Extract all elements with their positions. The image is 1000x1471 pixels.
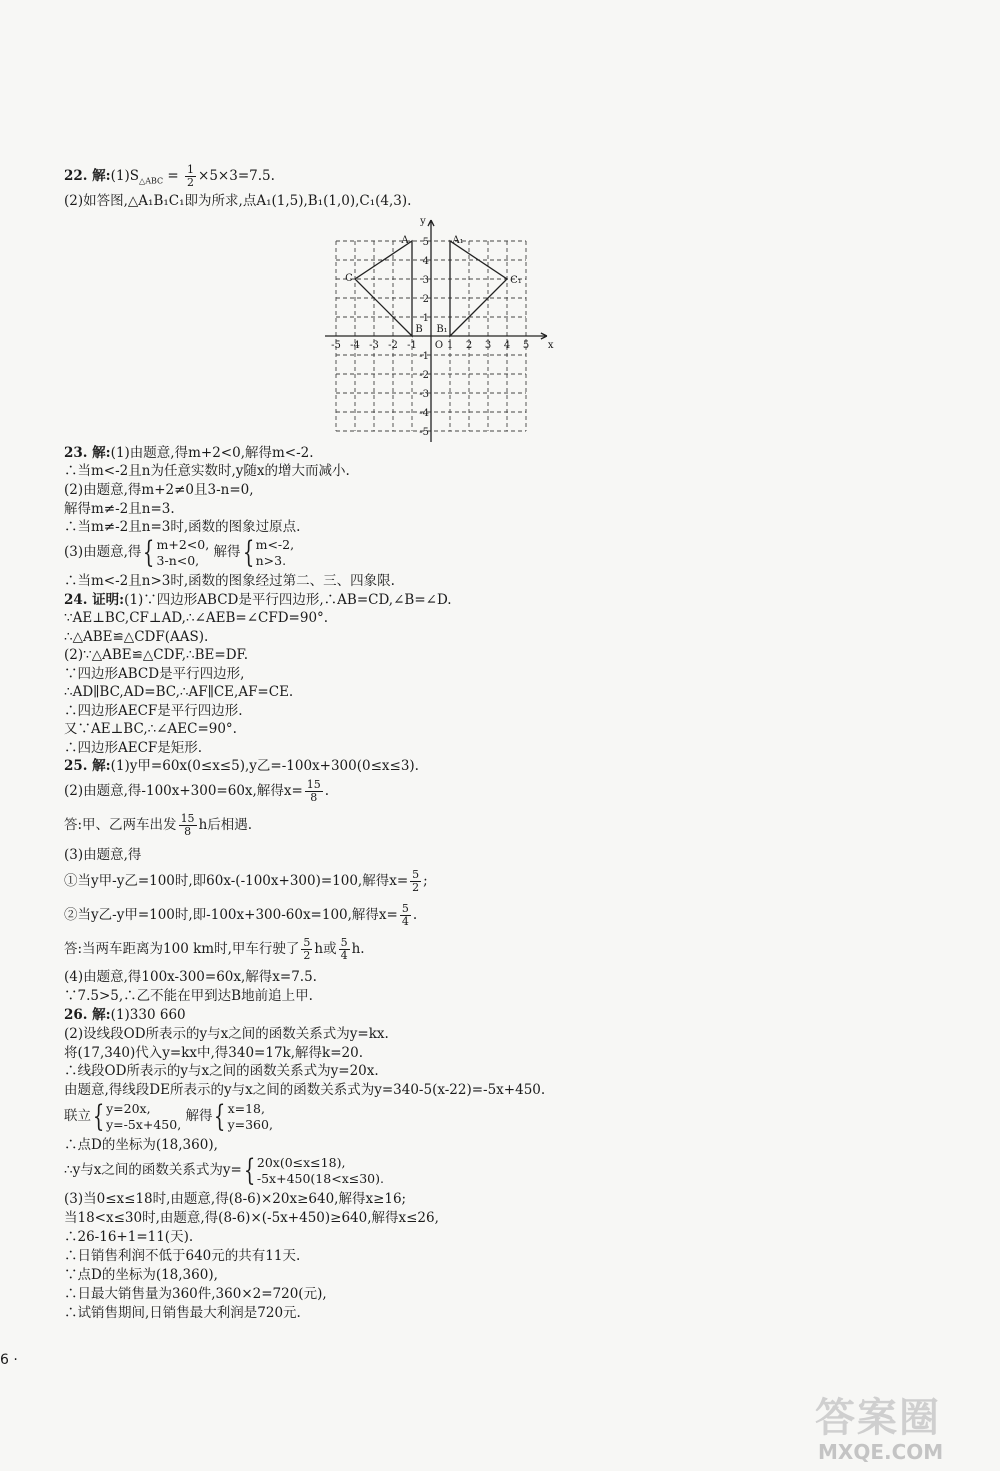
point-c-label: C xyxy=(345,273,353,284)
q23-line3: (2)由题意,得m+2≠0且3-n=0, xyxy=(64,482,254,498)
q26-line12: ∴日销售利润不低于640元的共有11天. xyxy=(64,1248,301,1264)
point-a-label: A xyxy=(401,235,409,246)
fraction: $\frac{1}{2}$ xyxy=(187,163,195,189)
x-tick-label: 5 xyxy=(522,340,530,351)
watermark-url: MXQE.COM xyxy=(818,1440,944,1464)
q25-line2: (2)由题意,得-100x+300=60x,解得x= $\frac{15}{8}$ . xyxy=(64,778,330,804)
y-tick-label: -2 xyxy=(419,370,429,381)
q25-line4: (3)由题意,得 xyxy=(64,847,142,863)
q25-line8: (4)由题意,得100x-300=60x,解得x=7.5. xyxy=(64,969,317,985)
y-tick-label: -5 xyxy=(419,427,429,438)
q25-line7: 答:当两车距离为100 km时,甲车行驶了 $\frac{5}{2}$ h或 $\frac{5}{4}$ h. xyxy=(64,936,365,962)
point-b-label: B xyxy=(415,324,423,335)
origin-label: O xyxy=(434,340,444,351)
q26-line3: 将(17,340)代入y=kx中,得340=17k,解得k=20. xyxy=(64,1045,363,1061)
q26-line15: ∴试销售期间,日销售最大利润是720元. xyxy=(64,1305,301,1321)
y-tick-label: 3 xyxy=(422,275,429,286)
q24-line6: ∴AD∥BC,AD=BC,∴AF∥CE,AF=CE. xyxy=(64,684,294,700)
q26-line2: (2)设线段OD所表示的y与x之间的函数关系式为y=kx. xyxy=(64,1026,389,1042)
q24-line7: ∴四边形AECF是平行四边形. xyxy=(64,703,243,719)
x-axis-label: x xyxy=(547,340,554,351)
q25-line3: 答:甲、乙两车出发 $\frac{15}{8}$ h后相遇. xyxy=(64,812,253,838)
q26-line13: ∵点D的坐标为(18,360), xyxy=(64,1267,218,1283)
x-tick-label: -4 xyxy=(350,340,360,351)
q24-line2: ∵AE⊥BC,CF⊥AD,∴∠AEB=∠CFD=90°. xyxy=(64,610,329,626)
point-a1-label: A₁ xyxy=(452,235,464,246)
x-tick-label: -2 xyxy=(388,340,398,351)
q26-line1: 26. 解:(1)330 660 xyxy=(64,1007,186,1023)
q26-line11: ∴26-16+1=11(天). xyxy=(64,1229,194,1245)
q24-line4: (2)∵△ABE≌△CDF,∴BE=DF. xyxy=(64,647,249,663)
q26-line7: ∴点D的坐标为(18,360), xyxy=(64,1137,218,1153)
y-tick-label: -4 xyxy=(419,408,429,419)
point-b1-label: B₁ xyxy=(436,324,448,335)
q23-line5: ∴当m≠-2且n=3时,函数的图象过原点. xyxy=(64,519,301,535)
q26-line9: (3)当0≤x≤18时,由题意,得(8-6)×20x≥640,解得x≥16; xyxy=(64,1191,407,1207)
x-tick-label: -1 xyxy=(407,340,417,351)
q26-line6: 联立{ y=20x, y=-5x+450, 解得{ x=18, y=360, xyxy=(64,1098,273,1134)
y-tick-label: 1 xyxy=(422,313,429,324)
q26-line8: ∴y与x之间的函数关系式为y={ 20x(0≤x≤18), -5x+450(18<x≤30). xyxy=(64,1152,384,1188)
triangle-a1b1c1 xyxy=(450,241,507,336)
q26-line4: ∴线段OD所表示的y与x之间的函数关系式为y=20x. xyxy=(64,1063,379,1079)
q23-line1: 23. 解:(1)由题意,得m+2<0,解得m<-2. xyxy=(64,445,314,461)
q23-line2: ∴当m<-2且n为任意实数时,y随x的增大而减小. xyxy=(64,463,350,479)
point-c1-label: C₁ xyxy=(510,275,522,286)
y-axis-label: y xyxy=(420,216,426,228)
q23-line6: (3)由题意,得{ m+2<0, 3-n<0, 解得{ m<-2, n>3. xyxy=(64,534,295,570)
q24-line3: ∴△ABE≌△CDF(AAS). xyxy=(64,629,209,645)
q25-line5: ①当y甲-y乙=100时,即60x-(-100x+300)=100,解得x= $\frac{5}{2}$ ; xyxy=(64,868,428,894)
x-tick-label: 2 xyxy=(465,340,473,351)
q26-line5: 由题意,得线段DE所表示的y与x之间的函数关系式为y=340-5(x-22)=-5x+450. xyxy=(64,1082,546,1098)
y-tick-label: -3 xyxy=(419,389,429,400)
y-tick-label: -1 xyxy=(419,351,429,362)
watermark-logo: 答案圈 xyxy=(815,1395,941,1441)
q26-line10: 当18<x≤30时,由题意,得(8-6)×(-5x+450)≥640,解得x≤26, xyxy=(64,1210,439,1226)
coordinate-grid-graph xyxy=(325,212,555,442)
q24-line1: 24. 证明:(1)∵四边形ABCD是平行四边形,∴AB=CD,∠B=∠D. xyxy=(64,592,452,608)
q25-line1: 25. 解:(1)y甲=60x(0≤x≤5),y乙=-100x+300(0≤x≤3). xyxy=(64,758,419,774)
q22-line1: 22. 解$:(1)S_{\triangle ABC}$ = $\frac{1}{2}$ ×5×3=7.5. xyxy=(64,163,275,189)
q26-line14: ∴日最大销售量为360件,360×2=720(元), xyxy=(64,1286,327,1302)
page-number: 6 · xyxy=(0,1352,18,1368)
x-tick-label: 1 xyxy=(446,340,454,351)
x-tick-label: 4 xyxy=(503,340,511,351)
x-tick-label: -3 xyxy=(369,340,379,351)
y-tick-label: 4 xyxy=(422,256,429,267)
q24-line5: ∵四边形ABCD是平行四边形, xyxy=(64,666,245,682)
q24-line8: 又∵AE⊥BC,∴∠AEC=90°. xyxy=(64,721,237,737)
y-tick-label: 5 xyxy=(422,237,429,248)
x-tick-label: 3 xyxy=(484,340,492,351)
x-tick-label: -5 xyxy=(331,340,341,351)
triangle-abc xyxy=(355,241,412,336)
q25-line9: ∵7.5>5,∴乙不能在甲到达B地前追上甲. xyxy=(64,988,313,1004)
q25-line6: ②当y乙-y甲=100时,即-100x+300-60x=100,解得x= $\frac{5}{4}$ . xyxy=(64,902,418,928)
y-tick-label: 2 xyxy=(422,294,429,305)
q22-line2: (2)如答图,△A₁B₁C₁即为所求,点A₁(1,5),B₁(1,0),C₁(4,3). xyxy=(64,193,412,209)
q24-line9: ∴四边形AECF是矩形. xyxy=(64,740,203,756)
q23-line7: ∴当m<-2且n>3时,函数的图象经过第二、三、四象限. xyxy=(64,573,395,589)
q23-line4: 解得m≠-2且n=3. xyxy=(64,501,175,517)
